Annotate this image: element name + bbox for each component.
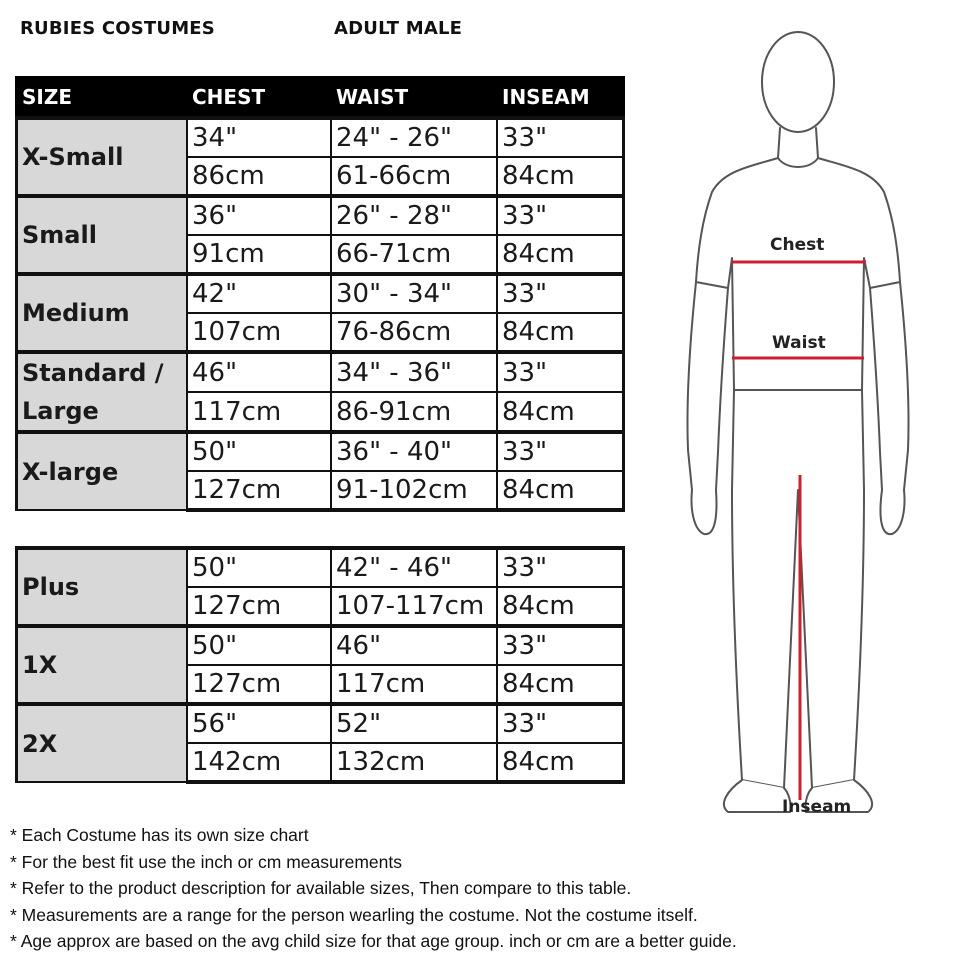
size-name-cell: [17, 274, 188, 352]
chest-label: Chest: [770, 235, 825, 255]
head-shape: [762, 32, 834, 132]
left-hand-shape: [692, 490, 717, 534]
waist-cm-cell: 107-117cm: [331, 587, 497, 626]
column-header-inseam: INSEAM: [497, 77, 624, 118]
chest-cm-cell: 127cm: [187, 471, 331, 510]
inseam-cm-cell: 84cm: [497, 313, 624, 352]
size-name: Large: [22, 397, 99, 425]
inseam-inch-cell: 33": [497, 196, 624, 235]
note-item: * Measurements are a range for the person wearling the costume. Not the costume itself.: [10, 904, 698, 925]
table-row: [17, 118, 624, 157]
size-name: 1X: [22, 651, 58, 679]
waist-cm-cell: 61-66cm: [331, 157, 497, 196]
right-arm-shape: [870, 282, 909, 490]
waist-cm-cell: 91-102cm: [331, 471, 497, 510]
inseam-inch-cell: 33": [497, 626, 624, 665]
size-name: X-large: [22, 457, 119, 486]
chest-cm-cell: 127cm: [187, 665, 331, 704]
table-row: [17, 548, 624, 587]
column-header-chest: CHEST: [187, 77, 331, 118]
size-name-cell: [17, 196, 188, 274]
waist-inch-cell: 52": [331, 704, 497, 743]
size-name-cell: [17, 118, 188, 196]
body-measurement-figure: [672, 20, 957, 830]
size-name-cell: [17, 548, 188, 626]
column-header-waist: WAIST: [331, 77, 497, 118]
inseam-inch-cell: 33": [497, 704, 624, 743]
inseam-label: Inseam: [782, 797, 852, 817]
chest-inch-cell: 34": [187, 118, 331, 157]
table-row: [17, 274, 624, 313]
chest-cm-cell: 86cm: [187, 157, 331, 196]
inseam-cm-cell: 84cm: [497, 235, 624, 274]
inseam-inch-cell: 33": [497, 274, 624, 313]
size-table-standard: [15, 76, 625, 512]
table-row: [17, 352, 624, 392]
inseam-cm-cell: 84cm: [497, 471, 624, 510]
chest-cm-cell: 117cm: [187, 392, 331, 432]
waist-inch-cell: 30" - 34": [331, 274, 497, 313]
chest-inch-cell: 50": [187, 626, 331, 665]
size-name-cell: [17, 432, 188, 510]
size-name: Standard /: [22, 359, 164, 387]
category-title: ADULT MALE: [334, 18, 463, 39]
waist-inch-cell: 46": [331, 626, 497, 665]
chest-inch-cell: 36": [187, 196, 331, 235]
chest-inch-cell: 50": [187, 548, 331, 587]
left-arm-shape: [687, 282, 728, 490]
chest-cm-cell: 107cm: [187, 313, 331, 352]
waist-inch-cell: 26" - 28": [331, 196, 497, 235]
inseam-inch-cell: 33": [497, 118, 624, 157]
note-item: * Age approx are based on the avg child size for that age group. inch or cm are a better guide.: [10, 931, 737, 951]
waist-cm-cell: 66-71cm: [331, 235, 497, 274]
inseam-cm-cell: 84cm: [497, 587, 624, 626]
size-name-cell: [17, 352, 188, 432]
column-header-size: SIZE: [17, 77, 188, 118]
body-outline-illustration: [687, 32, 908, 812]
inseam-cm-cell: 84cm: [497, 392, 624, 432]
inseam-inch-cell: 33": [497, 548, 624, 587]
size-name: 2X: [22, 729, 58, 758]
chest-cm-cell: 127cm: [187, 587, 331, 626]
note-item: * Refer to the product description for available sizes, Then compare to this table.: [10, 878, 632, 898]
waist-cm-cell: 86-91cm: [331, 392, 497, 432]
size-name: Plus: [22, 573, 80, 601]
notes-list: [10, 822, 737, 955]
size-name: Medium: [22, 299, 130, 327]
inseam-inch-cell: 33": [497, 352, 624, 392]
waist-inch-cell: 42" - 46": [331, 548, 497, 587]
chest-inch-cell: 42": [187, 274, 331, 313]
waist-inch-cell: 36" - 40": [331, 432, 497, 471]
inseam-cm-cell: 84cm: [497, 665, 624, 704]
torso-shape: [696, 158, 900, 390]
waist-cm-cell: 117cm: [331, 665, 497, 704]
table-row: [17, 704, 624, 743]
size-table-plus: [15, 546, 625, 784]
chest-inch-cell: 56": [187, 704, 331, 743]
inseam-cm-cell: 84cm: [497, 157, 624, 196]
chest-inch-cell: 50": [187, 432, 331, 471]
chest-inch-cell: 46": [187, 352, 331, 392]
table-row: [17, 626, 624, 665]
chest-cm-cell: 91cm: [187, 235, 331, 274]
size-name-cell: [17, 626, 188, 704]
right-hand-shape: [880, 490, 904, 534]
waist-cm-cell: 76-86cm: [331, 313, 497, 352]
waist-inch-cell: 24" - 26": [331, 118, 497, 157]
inseam-cm-cell: 84cm: [497, 743, 624, 782]
table-row: [17, 196, 624, 235]
note-item: * Each Costume has its own size chart: [10, 825, 309, 845]
waist-inch-cell: 34" - 36": [331, 352, 497, 392]
waist-label: Waist: [772, 333, 826, 353]
size-name-cell: [17, 704, 188, 782]
inseam-inch-cell: 33": [497, 432, 624, 471]
brand-title: RUBIES COSTUMES: [20, 18, 215, 39]
note-item: * For the best fit use the inch or cm measurements: [10, 851, 402, 872]
size-name: X-Small: [22, 143, 124, 171]
waist-cm-cell: 132cm: [331, 743, 497, 782]
table-header-row: [17, 77, 624, 118]
size-name: Small: [22, 221, 97, 249]
table-row: [17, 432, 624, 471]
chest-cm-cell: 142cm: [187, 743, 331, 782]
trousers-shape: [732, 390, 864, 788]
